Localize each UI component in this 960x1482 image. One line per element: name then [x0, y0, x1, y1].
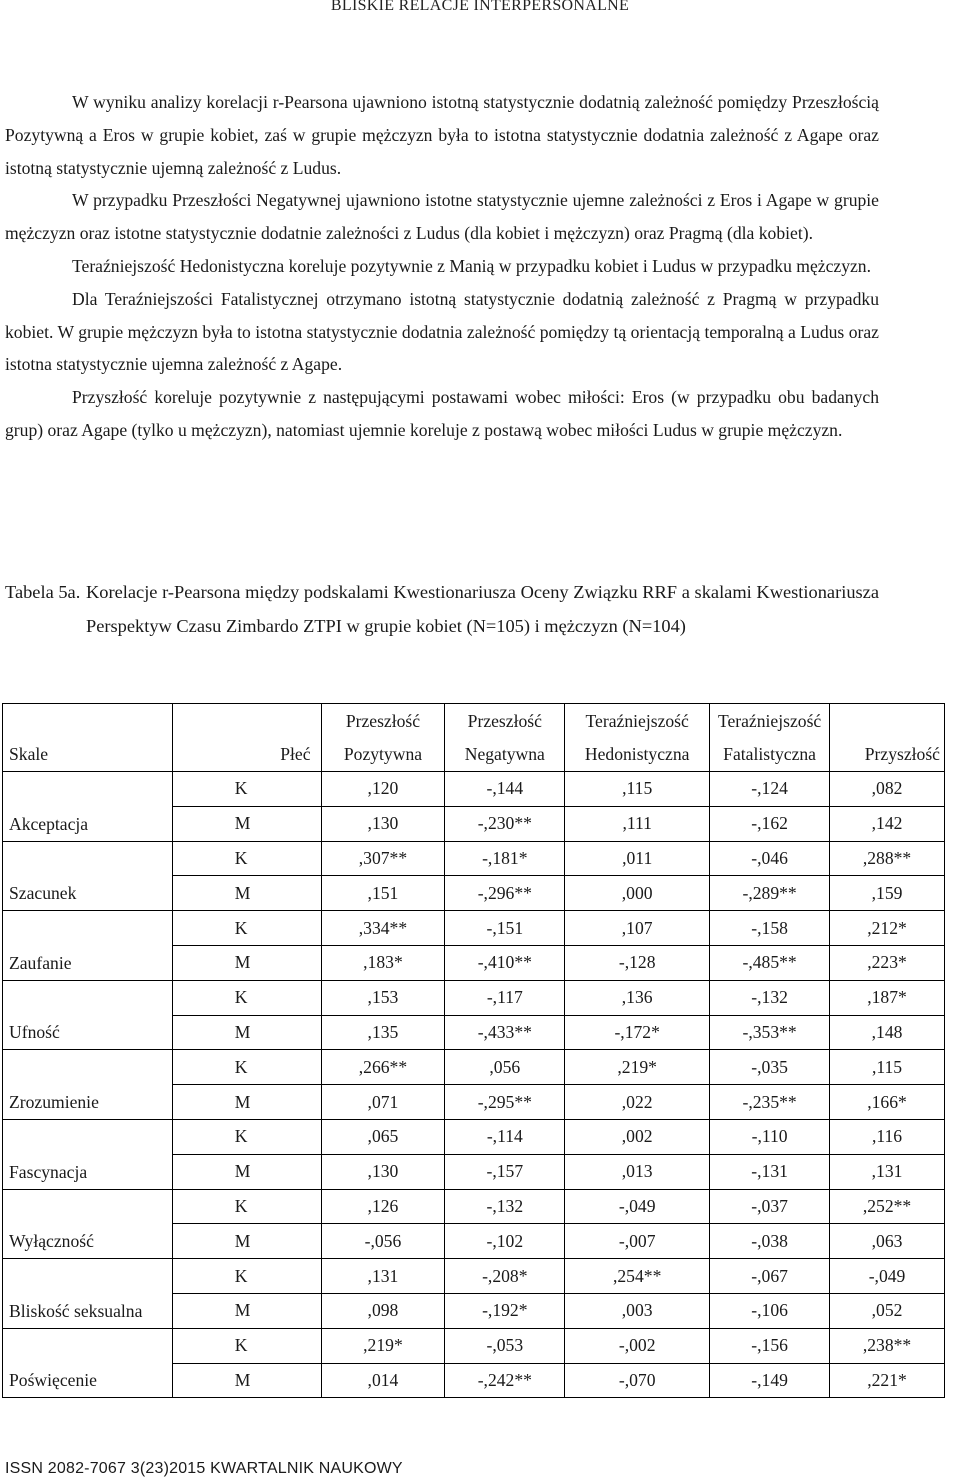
correlation-cell: -,002 [565, 1328, 710, 1363]
table-row [3, 1119, 945, 1154]
correlation-cell: -,242** [445, 1363, 565, 1398]
paragraph: W przypadku Przeszłości Negatywnej ujawniono istotne statystycznie ujemne zależności z Eros i Agape w grupie mężczyzn oraz istotne statystycznie dodatnie zależności z Ludus (dla kobiet i mężczyzn) oraz Pragmą (dla kobiet). [5, 190, 879, 244]
correlation-cell: ,115 [565, 772, 710, 807]
correlation-cell: -,102 [445, 1224, 565, 1259]
correlation-cell: -,208* [445, 1259, 565, 1294]
sex-cell: K [172, 1328, 321, 1363]
correlation-cell: -,070 [565, 1363, 710, 1398]
correlation-cell: ,052 [830, 1293, 945, 1328]
header-terazniejszosc-hedonistyczna: Teraźniejszość Hedonistyczna [565, 704, 710, 772]
correlation-cell: -,192* [445, 1293, 565, 1328]
correlation-cell: ,111 [565, 806, 710, 841]
correlation-cell: -,110 [710, 1119, 830, 1154]
correlation-cell: -,235** [710, 1085, 830, 1120]
correlation-cell: ,116 [830, 1119, 945, 1154]
correlation-cell: ,266** [321, 1050, 445, 1085]
correlation-cell: -,132 [710, 980, 830, 1015]
table-row [3, 911, 945, 946]
correlation-cell: -,056 [321, 1224, 445, 1259]
sex-cell: M [172, 1224, 321, 1259]
sex-cell: K [172, 1189, 321, 1224]
correlation-cell: -,295** [445, 1085, 565, 1120]
row-label: Szacunek [3, 841, 173, 911]
header-przeszlosc-negatywna: Przeszłość Negatywna [445, 704, 565, 772]
caption-label: Tabela 5a. [5, 582, 81, 602]
sex-cell: K [172, 1259, 321, 1294]
correlation-cell: -,007 [565, 1224, 710, 1259]
correlation-cell: ,187* [830, 980, 945, 1015]
row-label: Wyłączność [3, 1189, 173, 1259]
correlation-cell: ,252** [830, 1189, 945, 1224]
paragraph: W wyniku analizy korelacji r-Pearsona ujawniono istotną statystycznie dodatnią zależność pomiędzy Przeszłością Pozytywną a Eros w grupie kobiet, zaś w grupie mężczyzn była to istotna statystycznie dodatnia zależność z Agape oraz istotną statystycznie ujemną zależność z Ludus. [5, 92, 879, 178]
sex-cell: M [172, 1015, 321, 1050]
header-przyszlosc: Przyszłość [830, 704, 945, 772]
correlation-cell: ,022 [565, 1085, 710, 1120]
correlation-cell: -,106 [710, 1293, 830, 1328]
sex-cell: K [172, 980, 321, 1015]
sex-cell: K [172, 911, 321, 946]
correlation-cell: ,166* [830, 1085, 945, 1120]
correlation-cell: ,131 [321, 1259, 445, 1294]
correlation-cell: ,011 [565, 841, 710, 876]
correlation-cell: -,158 [710, 911, 830, 946]
correlation-cell: -,485** [710, 945, 830, 980]
correlation-cell: -,046 [710, 841, 830, 876]
correlation-cell: ,130 [321, 1154, 445, 1189]
correlation-cell: -,172* [565, 1015, 710, 1050]
correlation-cell: -,049 [830, 1259, 945, 1294]
correlation-cell: ,159 [830, 876, 945, 911]
correlation-cell: -,156 [710, 1328, 830, 1363]
correlation-cell: ,151 [321, 876, 445, 911]
correlation-cell: ,065 [321, 1119, 445, 1154]
correlation-cell: ,288** [830, 841, 945, 876]
table-row [3, 1259, 945, 1294]
correlation-cell: -,132 [445, 1189, 565, 1224]
correlation-cell: ,063 [830, 1224, 945, 1259]
sex-cell: K [172, 841, 321, 876]
correlation-cell: -,128 [565, 945, 710, 980]
correlation-cell: -,410** [445, 945, 565, 980]
correlation-cell: ,219* [321, 1328, 445, 1363]
correlation-cell: ,334** [321, 911, 445, 946]
row-label: Ufność [3, 980, 173, 1050]
sex-cell: M [172, 1293, 321, 1328]
correlation-cell: ,148 [830, 1015, 945, 1050]
table-row [3, 772, 945, 807]
sex-cell: K [172, 1119, 321, 1154]
correlation-cell: -,053 [445, 1328, 565, 1363]
sex-cell: M [172, 1085, 321, 1120]
paragraph: Dla Teraźniejszości Fatalistycznej otrzymano istotną statystycznie dodatnią zależność z Pragmą w przypadku kobiet. W grupie mężczyzn była to istotna statystycznie dodatnia zależność pomiędzy tą orientacją temporalną a Ludus oraz istotna statystycznie ujemna zależność z Agape. [5, 288, 879, 375]
sex-cell: M [172, 1363, 321, 1398]
footer-issn: ISSN 2082-7067 3(23)2015 KWARTALNIK NAUKOWY [5, 1460, 403, 1477]
correlation-cell: ,120 [321, 772, 445, 807]
correlation-cell: -,181* [445, 841, 565, 876]
row-label: Zaufanie [3, 911, 173, 981]
table-row [3, 1050, 945, 1085]
correlation-cell: -,157 [445, 1154, 565, 1189]
body-text [5, 86, 879, 447]
caption-text: Korelacje r-Pearsona między podskalami Kwestionariusza Oceny Związku RRF a skalami Kwestionariusza Perspektyw Czasu Zimbardo ZTPI w grupie kobiet (N=105) i mężczyzn (N=104) [86, 582, 879, 636]
correlation-cell: ,219* [565, 1050, 710, 1085]
header-skale: Skale [3, 704, 173, 772]
correlation-cell: ,115 [830, 1050, 945, 1085]
correlation-cell: ,056 [445, 1050, 565, 1085]
sex-cell: K [172, 772, 321, 807]
row-label: Akceptacja [3, 772, 173, 842]
sex-cell: M [172, 945, 321, 980]
correlation-cell: ,223* [830, 945, 945, 980]
correlation-cell: -,230** [445, 806, 565, 841]
correlation-cell: ,014 [321, 1363, 445, 1398]
table-row [3, 1189, 945, 1224]
correlation-cell: ,136 [565, 980, 710, 1015]
correlation-cell: -,296** [445, 876, 565, 911]
sex-cell: M [172, 1154, 321, 1189]
correlation-cell: ,002 [565, 1119, 710, 1154]
header-plec: Płeć [172, 704, 321, 772]
correlation-cell: ,013 [565, 1154, 710, 1189]
correlation-cell: -,353** [710, 1015, 830, 1050]
correlation-cell: ,212* [830, 911, 945, 946]
correlation-cell: ,071 [321, 1085, 445, 1120]
correlation-cell: ,153 [321, 980, 445, 1015]
correlation-table [2, 703, 945, 1398]
correlation-cell: -,433** [445, 1015, 565, 1050]
header-przeszlosc-pozytywna: Przeszłość Pozytywna [321, 704, 445, 772]
correlation-cell: -,149 [710, 1363, 830, 1398]
correlation-cell: -,067 [710, 1259, 830, 1294]
correlation-cell: -,114 [445, 1119, 565, 1154]
sex-cell: K [172, 1050, 321, 1085]
correlation-cell: -,117 [445, 980, 565, 1015]
correlation-cell: -,049 [565, 1189, 710, 1224]
paragraph: Teraźniejszość Hedonistyczna koreluje pozytywnie z Manią w przypadku kobiet i Ludus w przypadku mężczyzn. [72, 255, 872, 276]
correlation-cell: ,098 [321, 1293, 445, 1328]
sex-cell: M [172, 876, 321, 911]
correlation-cell: -,035 [710, 1050, 830, 1085]
correlation-cell: -,038 [710, 1224, 830, 1259]
correlation-cell: ,126 [321, 1189, 445, 1224]
table-row [3, 1328, 945, 1363]
row-label: Poświęcenie [3, 1328, 173, 1398]
correlation-cell: -,124 [710, 772, 830, 807]
correlation-cell: -,162 [710, 806, 830, 841]
correlation-cell: ,254** [565, 1259, 710, 1294]
row-label: Zrozumienie [3, 1050, 173, 1120]
row-label: Fascynacja [3, 1119, 173, 1189]
correlation-cell: ,307** [321, 841, 445, 876]
correlation-cell: -,144 [445, 772, 565, 807]
correlation-cell: ,135 [321, 1015, 445, 1050]
correlation-cell: ,238** [830, 1328, 945, 1363]
correlation-cell: ,221* [830, 1363, 945, 1398]
correlation-cell: ,000 [565, 876, 710, 911]
correlation-cell: ,107 [565, 911, 710, 946]
row-label: Bliskość seksualna [3, 1259, 173, 1329]
correlation-cell: ,183* [321, 945, 445, 980]
correlation-cell: ,130 [321, 806, 445, 841]
correlation-cell: -,131 [710, 1154, 830, 1189]
correlation-cell: ,131 [830, 1154, 945, 1189]
table-header-row [3, 704, 945, 772]
correlation-cell: -,289** [710, 876, 830, 911]
correlation-cell: -,151 [445, 911, 565, 946]
header-terazniejszosc-fatalistyczna: Teraźniejszość Fatalistyczna [710, 704, 830, 772]
running-header: BLISKIE RELACJE INTERPERSONALNE [330, 0, 630, 14]
correlation-cell: ,142 [830, 806, 945, 841]
correlation-cell: ,003 [565, 1293, 710, 1328]
correlation-cell: -,037 [710, 1189, 830, 1224]
sex-cell: M [172, 806, 321, 841]
table-row [3, 980, 945, 1015]
paragraph: Przyszłość koreluje pozytywnie z następującymi postawami wobec miłości: Eros (w przypadku obu badanych grup) oraz Agape (tylko u mężczyzn), natomiast ujemnie koreluje z postawą wobec miłości Ludus w grupie mężczyzn. [5, 387, 879, 440]
table-row [3, 841, 945, 876]
table-caption [5, 576, 879, 643]
correlation-cell: ,082 [830, 772, 945, 807]
